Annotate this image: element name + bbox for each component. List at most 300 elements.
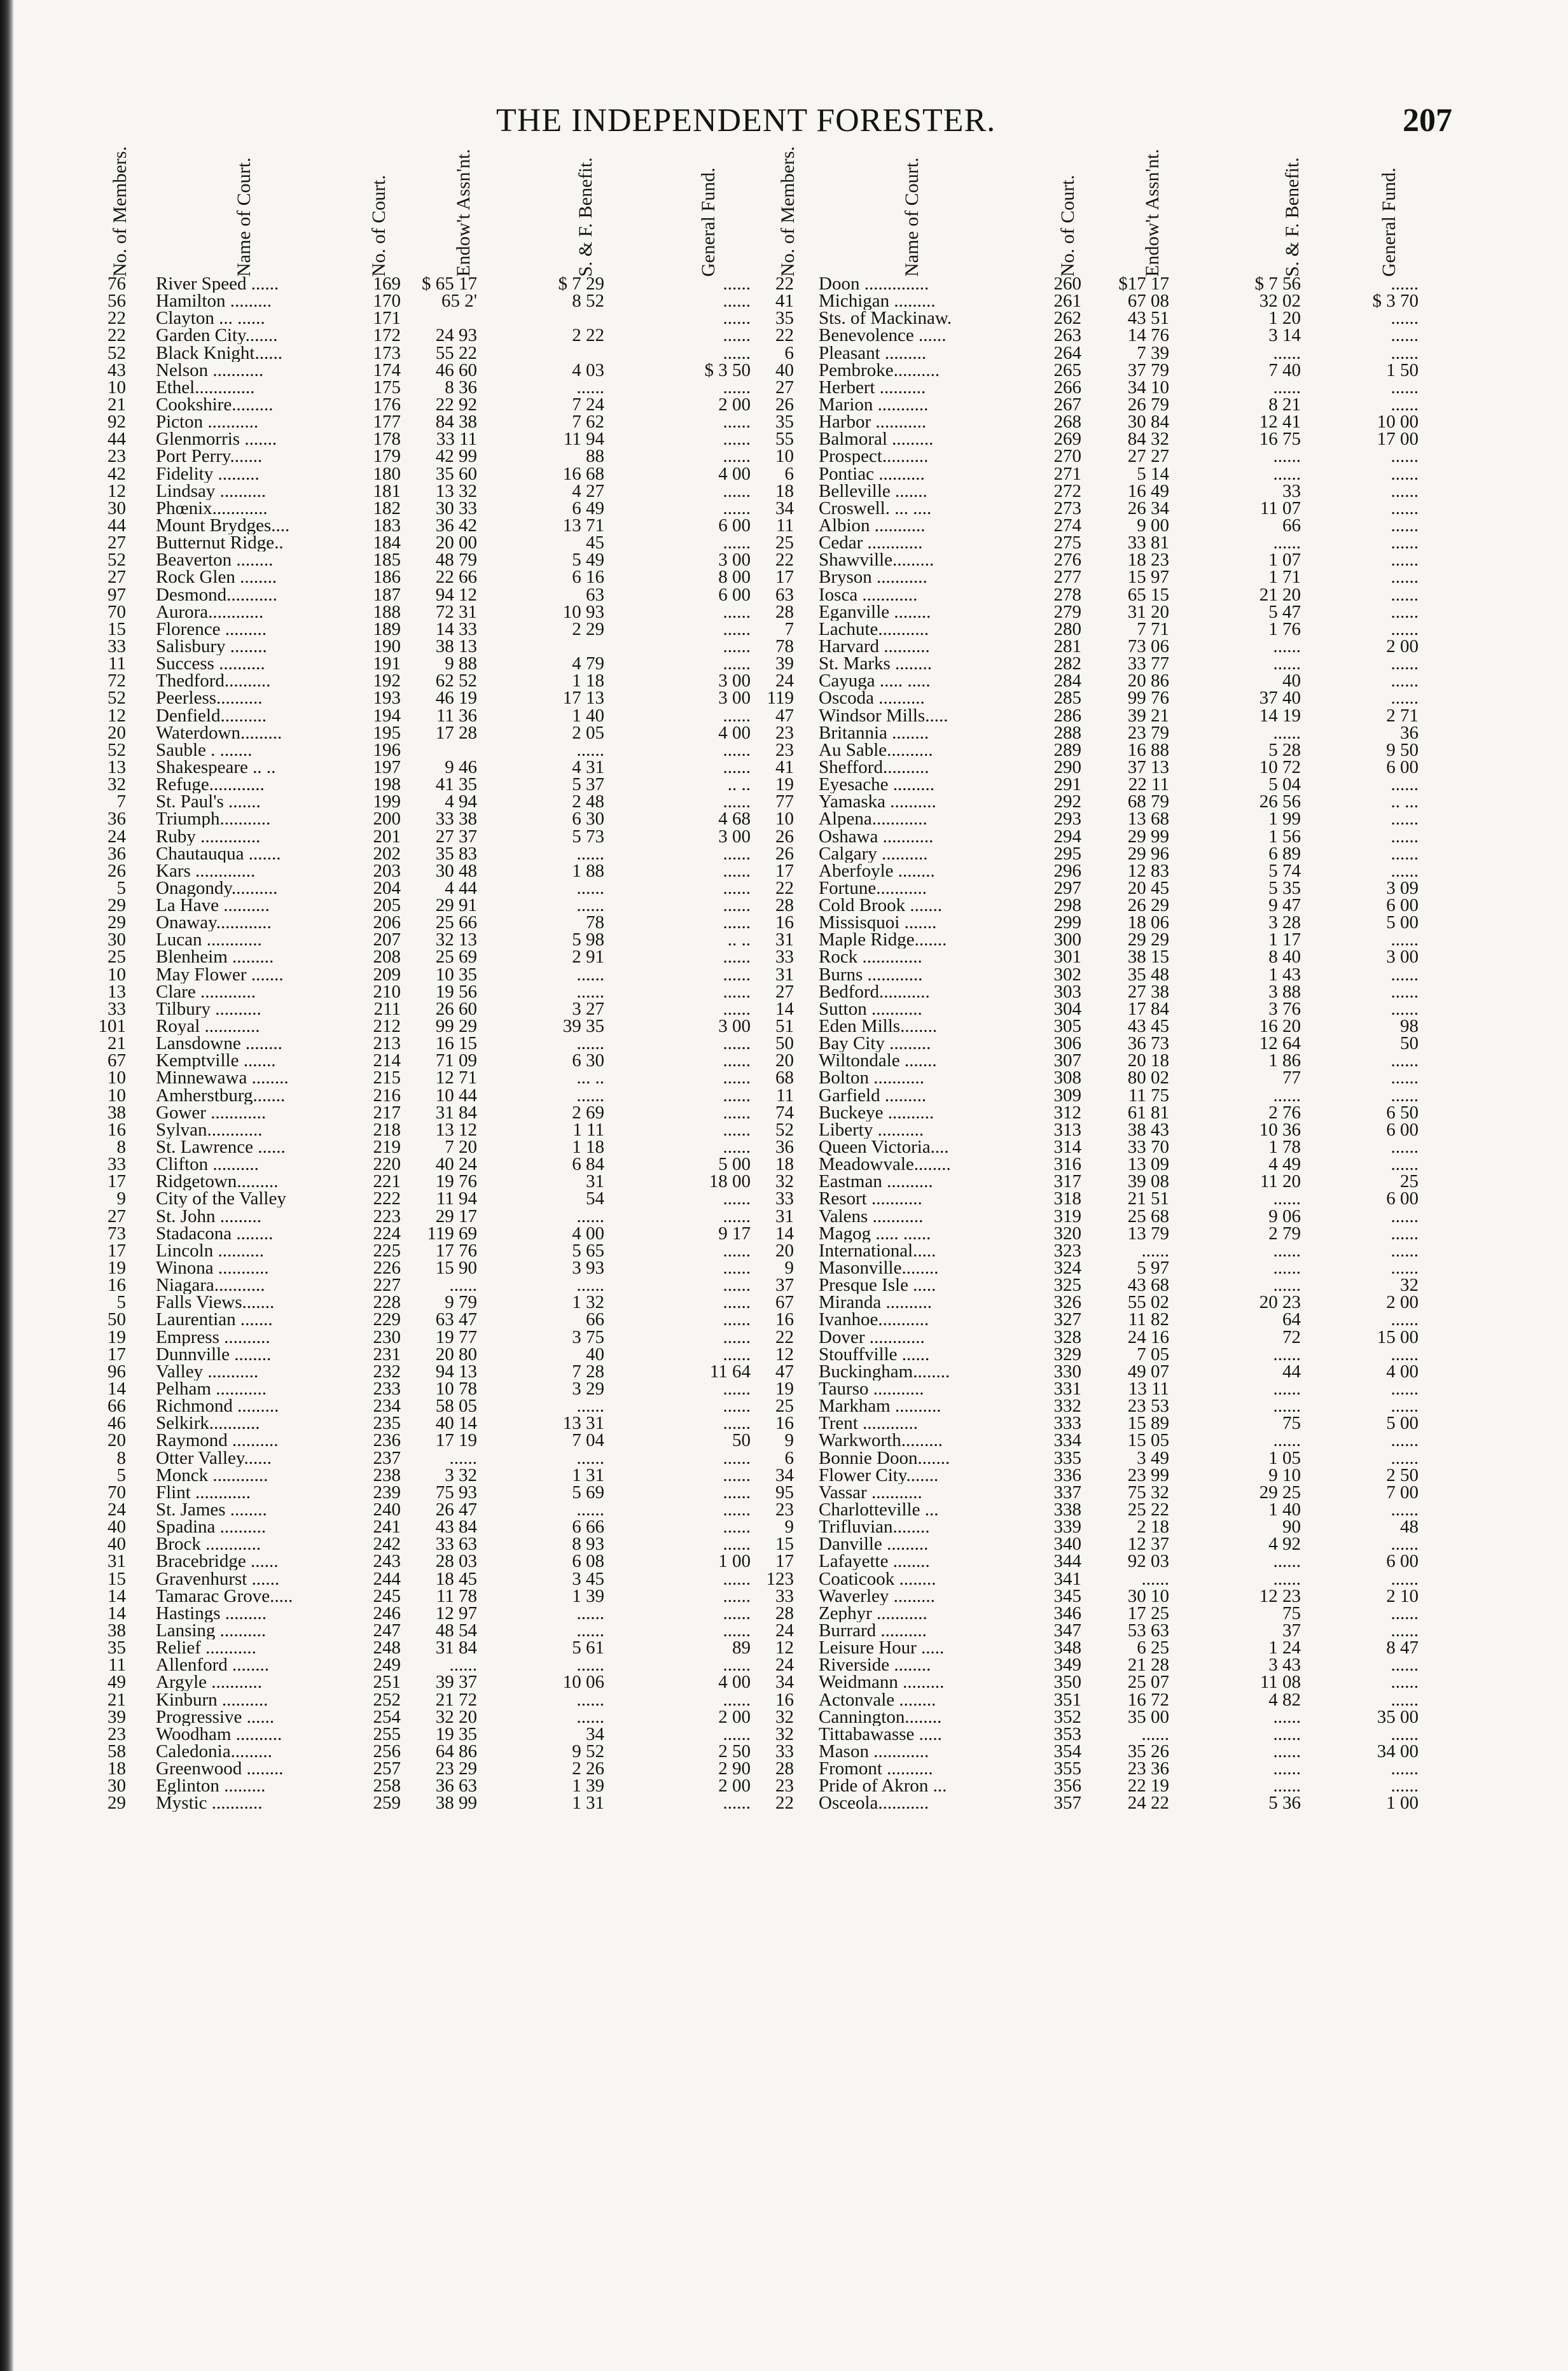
members-count: 16 (775, 1309, 794, 1330)
sf-benefit: 4 03 (572, 359, 604, 380)
general-fund: 2 10 (1386, 1585, 1419, 1606)
court-number: 349 (1053, 1655, 1081, 1676)
court-number: 275 (1053, 532, 1081, 553)
court-name: Flower City....... (819, 1466, 939, 1484)
general-fund: 2 71 (1386, 705, 1419, 726)
endowment-assessment: 55 22 (435, 342, 477, 363)
members-count: 26 (775, 826, 794, 847)
members-count: 16 (108, 1275, 126, 1296)
sf-benefit: 37 (1282, 1620, 1301, 1641)
court-name: Pelham ........... (156, 1380, 267, 1398)
members-count: 11 (108, 653, 126, 674)
members-count: 28 (775, 1603, 794, 1624)
members-count: 41 (775, 291, 794, 312)
endowment-assessment: 39 21 (1127, 705, 1169, 726)
members-count: 24 (775, 671, 794, 692)
court-name: Waterdown......... (156, 724, 282, 742)
table-row (0, 1689, 1568, 1710)
general-fund: ...... (723, 1326, 751, 1347)
court-number: 177 (373, 412, 401, 433)
general-fund: 6 00 (1386, 1551, 1419, 1572)
court-name: Actonvale ........ (819, 1691, 936, 1709)
members-count: 23 (775, 1776, 794, 1797)
sf-benefit: 5 37 (572, 774, 604, 795)
members-count: 13 (108, 756, 126, 777)
endowment-assessment: 21 51 (1127, 1188, 1169, 1209)
court-number: 221 (373, 1171, 401, 1192)
court-name: Denfield.......... (156, 707, 267, 725)
court-number: 327 (1053, 1309, 1081, 1330)
general-fund: ...... (723, 947, 751, 968)
table-row (0, 1484, 1568, 1501)
endowment-assessment: 19 35 (435, 1723, 477, 1744)
members-count: 52 (108, 550, 126, 571)
endowment-assessment: 13 68 (1127, 809, 1169, 830)
court-name: Fortune........... (819, 879, 927, 897)
court-name: Gravenhurst ...... (156, 1570, 280, 1588)
general-fund: ...... (1391, 515, 1419, 536)
table-row (0, 931, 1568, 949)
general-fund: 4 68 (718, 809, 751, 830)
general-fund: ...... (723, 998, 751, 1019)
sf-benefit: 78 (586, 912, 604, 933)
sf-benefit: 9 10 (1268, 1464, 1301, 1485)
sf-benefit: 26 56 (1259, 791, 1301, 812)
court-number: 256 (373, 1741, 401, 1762)
members-count: 26 (775, 843, 794, 864)
members-count: 20 (108, 722, 126, 743)
court-name: Onaway............ (156, 914, 272, 932)
general-fund: ...... (723, 291, 751, 312)
members-count: 15 (775, 1534, 794, 1555)
general-fund: ...... (723, 1102, 751, 1123)
general-fund: 18 00 (709, 1171, 751, 1192)
sf-benefit: 6 66 (572, 1517, 604, 1538)
members-count: 10 (108, 964, 126, 985)
general-fund: ...... (1391, 981, 1419, 1002)
table-row (0, 1501, 1568, 1519)
members-count: 17 (108, 1344, 126, 1365)
endowment-assessment: 10 78 (435, 1379, 477, 1399)
members-count: 10 (108, 1067, 126, 1088)
endowment-assessment: 94 12 (435, 584, 477, 605)
general-fund: ...... (1391, 1603, 1419, 1624)
members-count: 77 (775, 791, 794, 812)
members-count: 21 (108, 394, 126, 415)
endowment-assessment: 9 88 (445, 653, 477, 674)
sf-benefit: ...... (576, 377, 604, 398)
court-number: 353 (1053, 1723, 1081, 1744)
table-row (0, 1639, 1568, 1657)
members-count: 23 (775, 1499, 794, 1520)
members-count: 96 (108, 1361, 126, 1382)
court-name: Allenford ........ (156, 1657, 269, 1674)
table-row (0, 655, 1568, 672)
endowment-assessment: 71 09 (435, 1050, 477, 1071)
sf-benefit: ...... (576, 981, 604, 1002)
endowment-assessment: 72 31 (435, 601, 477, 622)
general-fund: ...... (1391, 964, 1419, 985)
table-row (0, 1242, 1568, 1260)
general-fund: ...... (723, 739, 751, 760)
court-name: Valens ........... (819, 1207, 924, 1225)
sf-benefit: 54 (586, 1188, 604, 1209)
sf-benefit: 5 65 (572, 1240, 604, 1261)
general-fund: ...... (1391, 274, 1419, 294)
endowment-assessment: 40 24 (435, 1154, 477, 1175)
court-name: Empress .......... (156, 1328, 270, 1346)
sf-benefit: 8 93 (572, 1534, 604, 1555)
table-row (0, 1346, 1568, 1363)
general-fund: ...... (1391, 550, 1419, 571)
general-fund: 34 00 (1377, 1741, 1419, 1762)
court-number: 204 (373, 877, 401, 898)
court-number: 265 (1053, 359, 1081, 380)
sf-benefit: ...... (576, 1689, 604, 1710)
court-name: Peerless.......... (156, 690, 263, 707)
court-number: 324 (1053, 1258, 1081, 1279)
endowment-assessment: 4 94 (445, 791, 477, 812)
court-number: 305 (1053, 1016, 1081, 1037)
court-name: Amherstburg....... (156, 1087, 286, 1104)
members-count: 20 (108, 1430, 126, 1451)
sf-benefit: 7 40 (1268, 359, 1301, 380)
endowment-assessment: 11 82 (1128, 1309, 1169, 1330)
general-fund: .. .. (727, 774, 751, 795)
table-row (0, 1743, 1568, 1760)
court-name: Clayton ... ...... (156, 310, 265, 328)
sf-benefit: 5 98 (572, 929, 604, 950)
general-fund: 4 00 (718, 1672, 751, 1693)
court-number: 330 (1053, 1361, 1081, 1382)
sf-benefit: ...... (1273, 1706, 1301, 1727)
endowment-assessment: 12 83 (1127, 860, 1169, 881)
table-row (0, 1464, 1568, 1485)
general-fund: 6 00 (718, 584, 751, 605)
general-fund: ...... (1391, 1067, 1419, 1088)
table-row (0, 1568, 1568, 1589)
sf-benefit: 1 18 (572, 1137, 604, 1158)
table-row (0, 327, 1568, 344)
endowment-assessment: ...... (1141, 1240, 1169, 1261)
court-name: Garfield ......... (819, 1087, 927, 1104)
sf-benefit: 5 47 (1268, 601, 1301, 622)
general-fund: 3 00 (718, 688, 751, 709)
sf-benefit: 90 (1282, 1517, 1301, 1538)
court-number: 333 (1053, 1413, 1081, 1434)
sf-benefit: 6 08 (572, 1551, 604, 1572)
court-name: Maple Ridge....... (819, 931, 947, 949)
court-name: Mount Brydges.... (156, 517, 290, 534)
members-count: 33 (108, 636, 126, 657)
general-fund: 6 50 (1386, 1102, 1419, 1123)
general-fund: ...... (723, 1240, 751, 1261)
court-number: 174 (373, 359, 401, 380)
members-count: 31 (775, 1206, 794, 1227)
endowment-assessment: 26 34 (1127, 497, 1169, 518)
court-number: 294 (1053, 826, 1081, 847)
endowment-assessment: 58 05 (435, 1396, 477, 1417)
endowment-assessment: 23 53 (1127, 1396, 1169, 1417)
sf-benefit: ...... (576, 1447, 604, 1468)
members-count: 8 (116, 1447, 126, 1468)
general-fund: 89 (732, 1637, 751, 1658)
court-name: Eyesache ......... (819, 776, 934, 794)
members-count: 16 (108, 1119, 126, 1140)
court-number: 326 (1053, 1292, 1081, 1313)
court-number: 329 (1053, 1344, 1081, 1365)
court-number: 276 (1053, 550, 1081, 571)
court-number: 268 (1053, 412, 1081, 433)
court-number: 351 (1053, 1689, 1081, 1710)
general-fund: 3 00 (718, 550, 751, 571)
court-name: Meadowvale........ (819, 1156, 951, 1174)
general-fund: ...... (1391, 342, 1419, 363)
table-row (0, 1674, 1568, 1691)
members-count: 72 (108, 671, 126, 692)
court-name: Oshawa ........... (819, 828, 934, 845)
court-name: Harvard .......... (819, 637, 930, 655)
endowment-assessment: 30 33 (435, 497, 477, 518)
court-name: Bracebridge ...... (156, 1553, 279, 1571)
court-number: 274 (1053, 515, 1081, 536)
court-name: City of the Valley (156, 1190, 286, 1208)
members-count: 29 (108, 895, 126, 916)
endowment-assessment: 43 68 (1127, 1275, 1169, 1296)
court-number: 181 (373, 480, 401, 501)
general-fund: 3 09 (1386, 877, 1419, 898)
court-number: 285 (1053, 688, 1081, 709)
general-fund: 10 00 (1377, 412, 1419, 433)
sf-benefit: 13 31 (562, 1413, 604, 1434)
court-name: Lafayette ........ (819, 1553, 930, 1571)
table-row (0, 860, 1568, 881)
endowment-assessment: 29 99 (1127, 826, 1169, 847)
court-name: Gower ............ (156, 1104, 267, 1122)
court-name: Monck ............ (156, 1466, 268, 1484)
general-fund: 8 00 (718, 567, 751, 588)
sf-benefit: ...... (1273, 1430, 1301, 1451)
page-header (0, 102, 1568, 153)
table-row (0, 776, 1568, 793)
members-count: 39 (108, 1706, 126, 1727)
court-number: 201 (373, 826, 401, 847)
sf-benefit: 40 (586, 1344, 604, 1365)
general-fund: .. .. (727, 929, 751, 950)
court-name: Bedford........... (819, 983, 930, 1001)
members-count: 17 (108, 1171, 126, 1192)
members-count: 14 (775, 1223, 794, 1244)
members-count: 78 (775, 636, 794, 657)
general-fund: ...... (1391, 774, 1419, 795)
table-row (0, 569, 1568, 586)
endowment-assessment: 80 02 (1127, 1067, 1169, 1088)
sf-benefit: ...... (1273, 342, 1301, 363)
endowment-assessment: 19 76 (435, 1171, 477, 1192)
court-name: Alpena............ (819, 810, 927, 828)
court-number: 193 (373, 688, 401, 709)
general-fund: .. ... (1391, 791, 1419, 812)
sf-benefit: 66 (586, 1309, 604, 1330)
court-number: 246 (373, 1603, 401, 1624)
court-name: Winona ........... (156, 1260, 269, 1277)
endowment-assessment: 27 38 (1127, 981, 1169, 1002)
endowment-assessment: 25 69 (435, 947, 477, 968)
sf-benefit: 8 40 (1268, 947, 1301, 968)
members-count: 12 (108, 480, 126, 501)
general-fund: ...... (723, 1188, 751, 1209)
members-count: 5 (116, 877, 126, 898)
members-count: 31 (775, 929, 794, 950)
general-fund: 98 (1400, 1016, 1419, 1037)
endowment-assessment: 20 18 (1127, 1050, 1169, 1071)
court-name: Falls Views....... (156, 1294, 275, 1312)
court-name: St. Paul's ....... (156, 793, 261, 811)
general-fund: ...... (1391, 532, 1419, 553)
sf-benefit: 45 (586, 532, 604, 553)
endowment-assessment: 49 07 (1127, 1361, 1169, 1382)
sf-benefit: 1 31 (572, 1793, 604, 1814)
members-count: 9 (116, 1188, 126, 1209)
members-count: 36 (108, 809, 126, 830)
general-fund: ...... (723, 1499, 751, 1520)
members-count: 16 (775, 1689, 794, 1710)
members-count: 38 (108, 1620, 126, 1641)
general-fund: ...... (723, 497, 751, 518)
endowment-assessment: 35 48 (1127, 964, 1169, 985)
court-number: 299 (1053, 912, 1081, 933)
general-fund: ...... (723, 1258, 751, 1279)
sf-benefit: 75 (1282, 1603, 1301, 1624)
endowment-assessment: ...... (1141, 1568, 1169, 1589)
sf-benefit: 33 (1282, 480, 1301, 501)
members-count: 12 (108, 705, 126, 726)
endowment-assessment: 43 45 (1127, 1016, 1169, 1037)
general-fund: 5 00 (718, 1154, 751, 1175)
general-fund: 6 00 (1386, 756, 1419, 777)
members-count: 34 (775, 1464, 794, 1485)
court-number: 328 (1053, 1326, 1081, 1347)
general-fund: ...... (723, 860, 751, 881)
general-fund: ...... (1391, 1344, 1419, 1365)
court-name: Ivanhoe........... (819, 1311, 929, 1329)
court-number: 216 (373, 1085, 401, 1106)
sf-benefit: 37 40 (1259, 688, 1301, 709)
general-fund: 1 00 (1386, 1793, 1419, 1814)
general-fund: ...... (723, 895, 751, 916)
table-row (0, 1156, 1568, 1173)
sf-benefit: ...... (1273, 532, 1301, 553)
endowment-assessment: 10 35 (435, 964, 477, 985)
sf-benefit: 9 47 (1268, 895, 1301, 916)
members-count: 18 (108, 1758, 126, 1779)
sf-benefit: 8 52 (572, 291, 604, 312)
sf-benefit: 16 75 (1259, 429, 1301, 450)
endowment-assessment: 55 02 (1127, 1292, 1169, 1313)
court-number: 185 (373, 550, 401, 571)
court-name: Doon .............. (819, 275, 929, 293)
court-name: Richmond ......... (156, 1398, 279, 1415)
sf-benefit: 75 (1282, 1413, 1301, 1434)
general-fund: ...... (1391, 567, 1419, 588)
members-count: 37 (775, 1275, 794, 1296)
court-number: 245 (373, 1585, 401, 1606)
members-count: 15 (108, 1568, 126, 1589)
endowment-assessment: 23 29 (435, 1758, 477, 1779)
court-number: 196 (373, 739, 401, 760)
court-number: 262 (1053, 308, 1081, 329)
table-row (0, 517, 1568, 534)
endowment-assessment: 94 13 (435, 1361, 477, 1382)
general-fund: ...... (723, 1137, 751, 1158)
endowment-assessment: 30 10 (1127, 1585, 1169, 1606)
endowment-assessment: 14 76 (1127, 325, 1169, 346)
general-fund: ...... (723, 618, 751, 639)
general-fund: ...... (1391, 1379, 1419, 1399)
court-name: Masonville........ (819, 1260, 939, 1277)
court-name: Presque Isle ..... (819, 1277, 936, 1295)
court-name: St. James ........ (156, 1501, 267, 1519)
endowment-assessment: 38 43 (1127, 1119, 1169, 1140)
endowment-assessment: 3 32 (445, 1464, 477, 1485)
court-name: Oscoda .......... (819, 690, 925, 707)
endowment-assessment: 29 17 (435, 1206, 477, 1227)
sf-benefit: 7 28 (572, 1361, 604, 1382)
sf-benefit: 4 79 (572, 653, 604, 674)
members-count: 17 (775, 567, 794, 588)
members-count: 27 (108, 1206, 126, 1227)
table-row (0, 1190, 1568, 1207)
sf-benefit: 1 17 (1268, 929, 1301, 950)
court-number: 291 (1053, 774, 1081, 795)
general-fund: 2 90 (718, 1758, 751, 1779)
endowment-assessment: 67 08 (1127, 291, 1169, 312)
court-number: 272 (1053, 480, 1081, 501)
table-row (0, 1069, 1568, 1087)
sf-benefit: 7 04 (572, 1430, 604, 1451)
sf-benefit: 21 20 (1259, 584, 1301, 605)
sf-benefit: 11 94 (563, 429, 604, 450)
members-count: 17 (775, 860, 794, 881)
court-number: 338 (1053, 1499, 1081, 1520)
general-fund: ...... (723, 1067, 751, 1088)
sf-benefit: ...... (576, 739, 604, 760)
court-name: St. Lawrence ...... (156, 1139, 286, 1157)
endowment-assessment: 53 63 (1127, 1620, 1169, 1641)
court-number: 173 (373, 342, 401, 363)
court-number: 325 (1053, 1275, 1081, 1296)
members-count: 6 (784, 342, 794, 363)
members-count: 6 (784, 1447, 794, 1468)
table-row (0, 1622, 1568, 1639)
general-fund: ...... (723, 601, 751, 622)
endowment-assessment: 36 42 (435, 515, 477, 536)
court-number: 340 (1053, 1534, 1081, 1555)
general-fund: 2 00 (1386, 636, 1419, 657)
endowment-assessment: 23 99 (1127, 1464, 1169, 1485)
court-name: Vassar ........... (819, 1484, 922, 1501)
members-count: 22 (775, 1793, 794, 1814)
court-number: 261 (1053, 291, 1081, 312)
table-row (0, 1260, 1568, 1277)
general-fund: 4 00 (718, 463, 751, 484)
members-count: 66 (108, 1396, 126, 1417)
court-name: Blenheim ......... (156, 949, 274, 966)
sf-benefit: 1 40 (572, 705, 604, 726)
members-count: 52 (108, 688, 126, 709)
court-name: Yamaska .......... (819, 793, 936, 811)
members-count: 21 (108, 1033, 126, 1054)
